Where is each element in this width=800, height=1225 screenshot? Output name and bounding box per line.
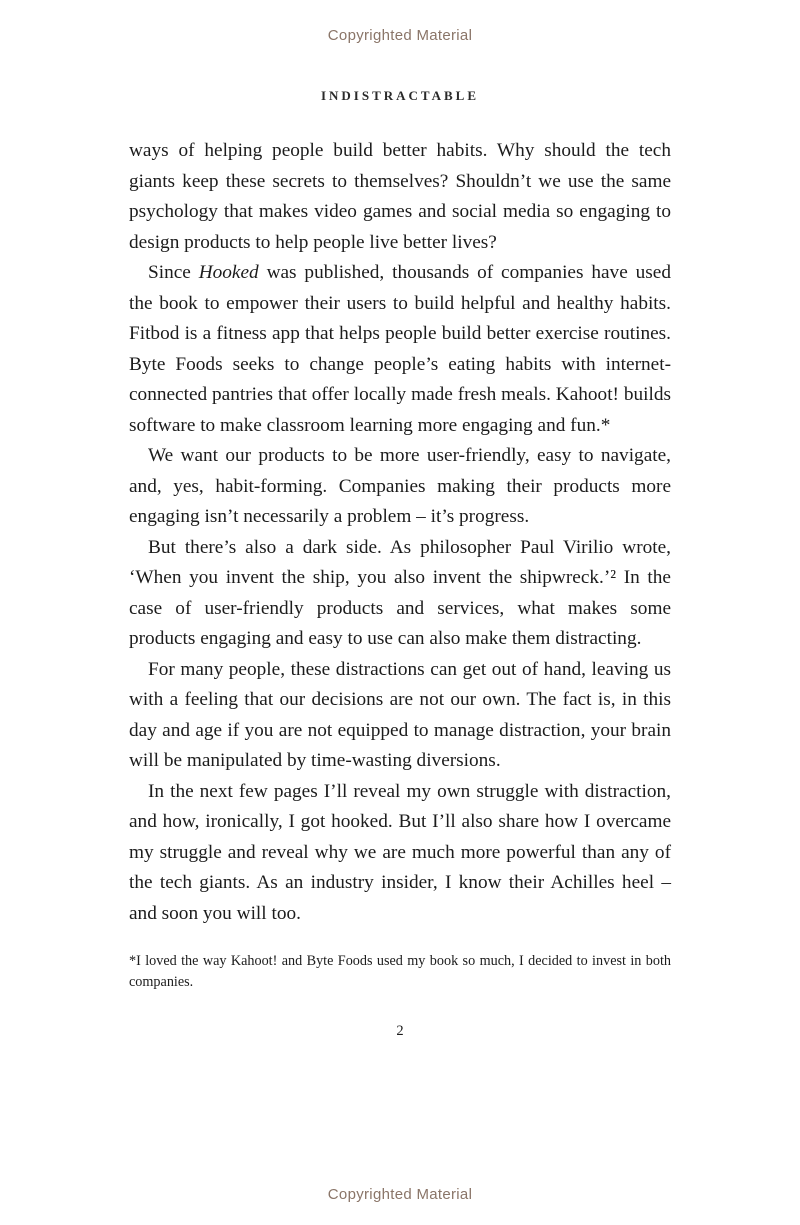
text-segment: We want our products to be more user-friendly, easy to navigate, and, yes, habit-forming. Companies making their products more engaging isn’t necessarily a problem – it’s progress. xyxy=(129,445,671,527)
text-segment: But there’s also a dark side. As philosopher Paul Virilio wrote, ‘When you invent the ship, you also invent the shipwreck.’² In the case of user-friendly products and services, what makes some products engaging and easy to use can also make them distracting. xyxy=(129,536,671,649)
paragraph xyxy=(129,533,671,655)
page-content xyxy=(129,104,671,1040)
running-head-book-title: INDISTRACTABLE xyxy=(320,88,480,103)
footnote: *I loved the way Kahoot! and Byte Foods used my book so much, I decided to invest in both companies. xyxy=(129,953,671,990)
paragraph xyxy=(129,655,671,777)
body-text xyxy=(129,136,671,929)
text-segment: In the next few pages I’ll reveal my own struggle with distraction, and how, ironically, I got hooked. But I’ll also share how I overcame my struggle and reveal why we are much more powerful than any of the tech giants. As an industry insider, I know their Achilles heel – and soon you will too. xyxy=(129,780,671,924)
text-segment: was published, thousands of companies have used the book to empower their users to build helpful and healthy habits. Fitbod is a fitness app that helps people build better exercise routines. Byte Foods seeks to change people’s eating habits with internet-connected pantries that offer locally made fresh meals. Kahoot! builds software to make classroom learning more engaging and fun.* xyxy=(129,262,671,436)
page-number: 2 xyxy=(396,1023,404,1039)
paragraph xyxy=(129,441,671,533)
copyright-notice-bottom: Copyrighted Material xyxy=(327,1186,473,1203)
italic-text: Hooked xyxy=(198,262,259,283)
text-segment: Since xyxy=(148,262,199,283)
paragraph xyxy=(129,258,671,441)
paragraph xyxy=(129,136,671,258)
text-segment: For many people, these distractions can get out of hand, leaving us with a feeling that our decisions are not our own. The fact is, in this day and age if you are not equipped to manage distraction, your brain will be manipulated by time-wasting diversions. xyxy=(129,658,671,771)
text-segment: ways of helping people build better habits. Why should the tech giants keep these secrets to themselves? Shouldn’t we use the same psychology that makes video games and social media so engaging to design products to help people live better lives? xyxy=(129,140,671,253)
paragraph xyxy=(129,777,671,930)
copyright-notice-top: Copyrighted Material xyxy=(327,27,473,44)
